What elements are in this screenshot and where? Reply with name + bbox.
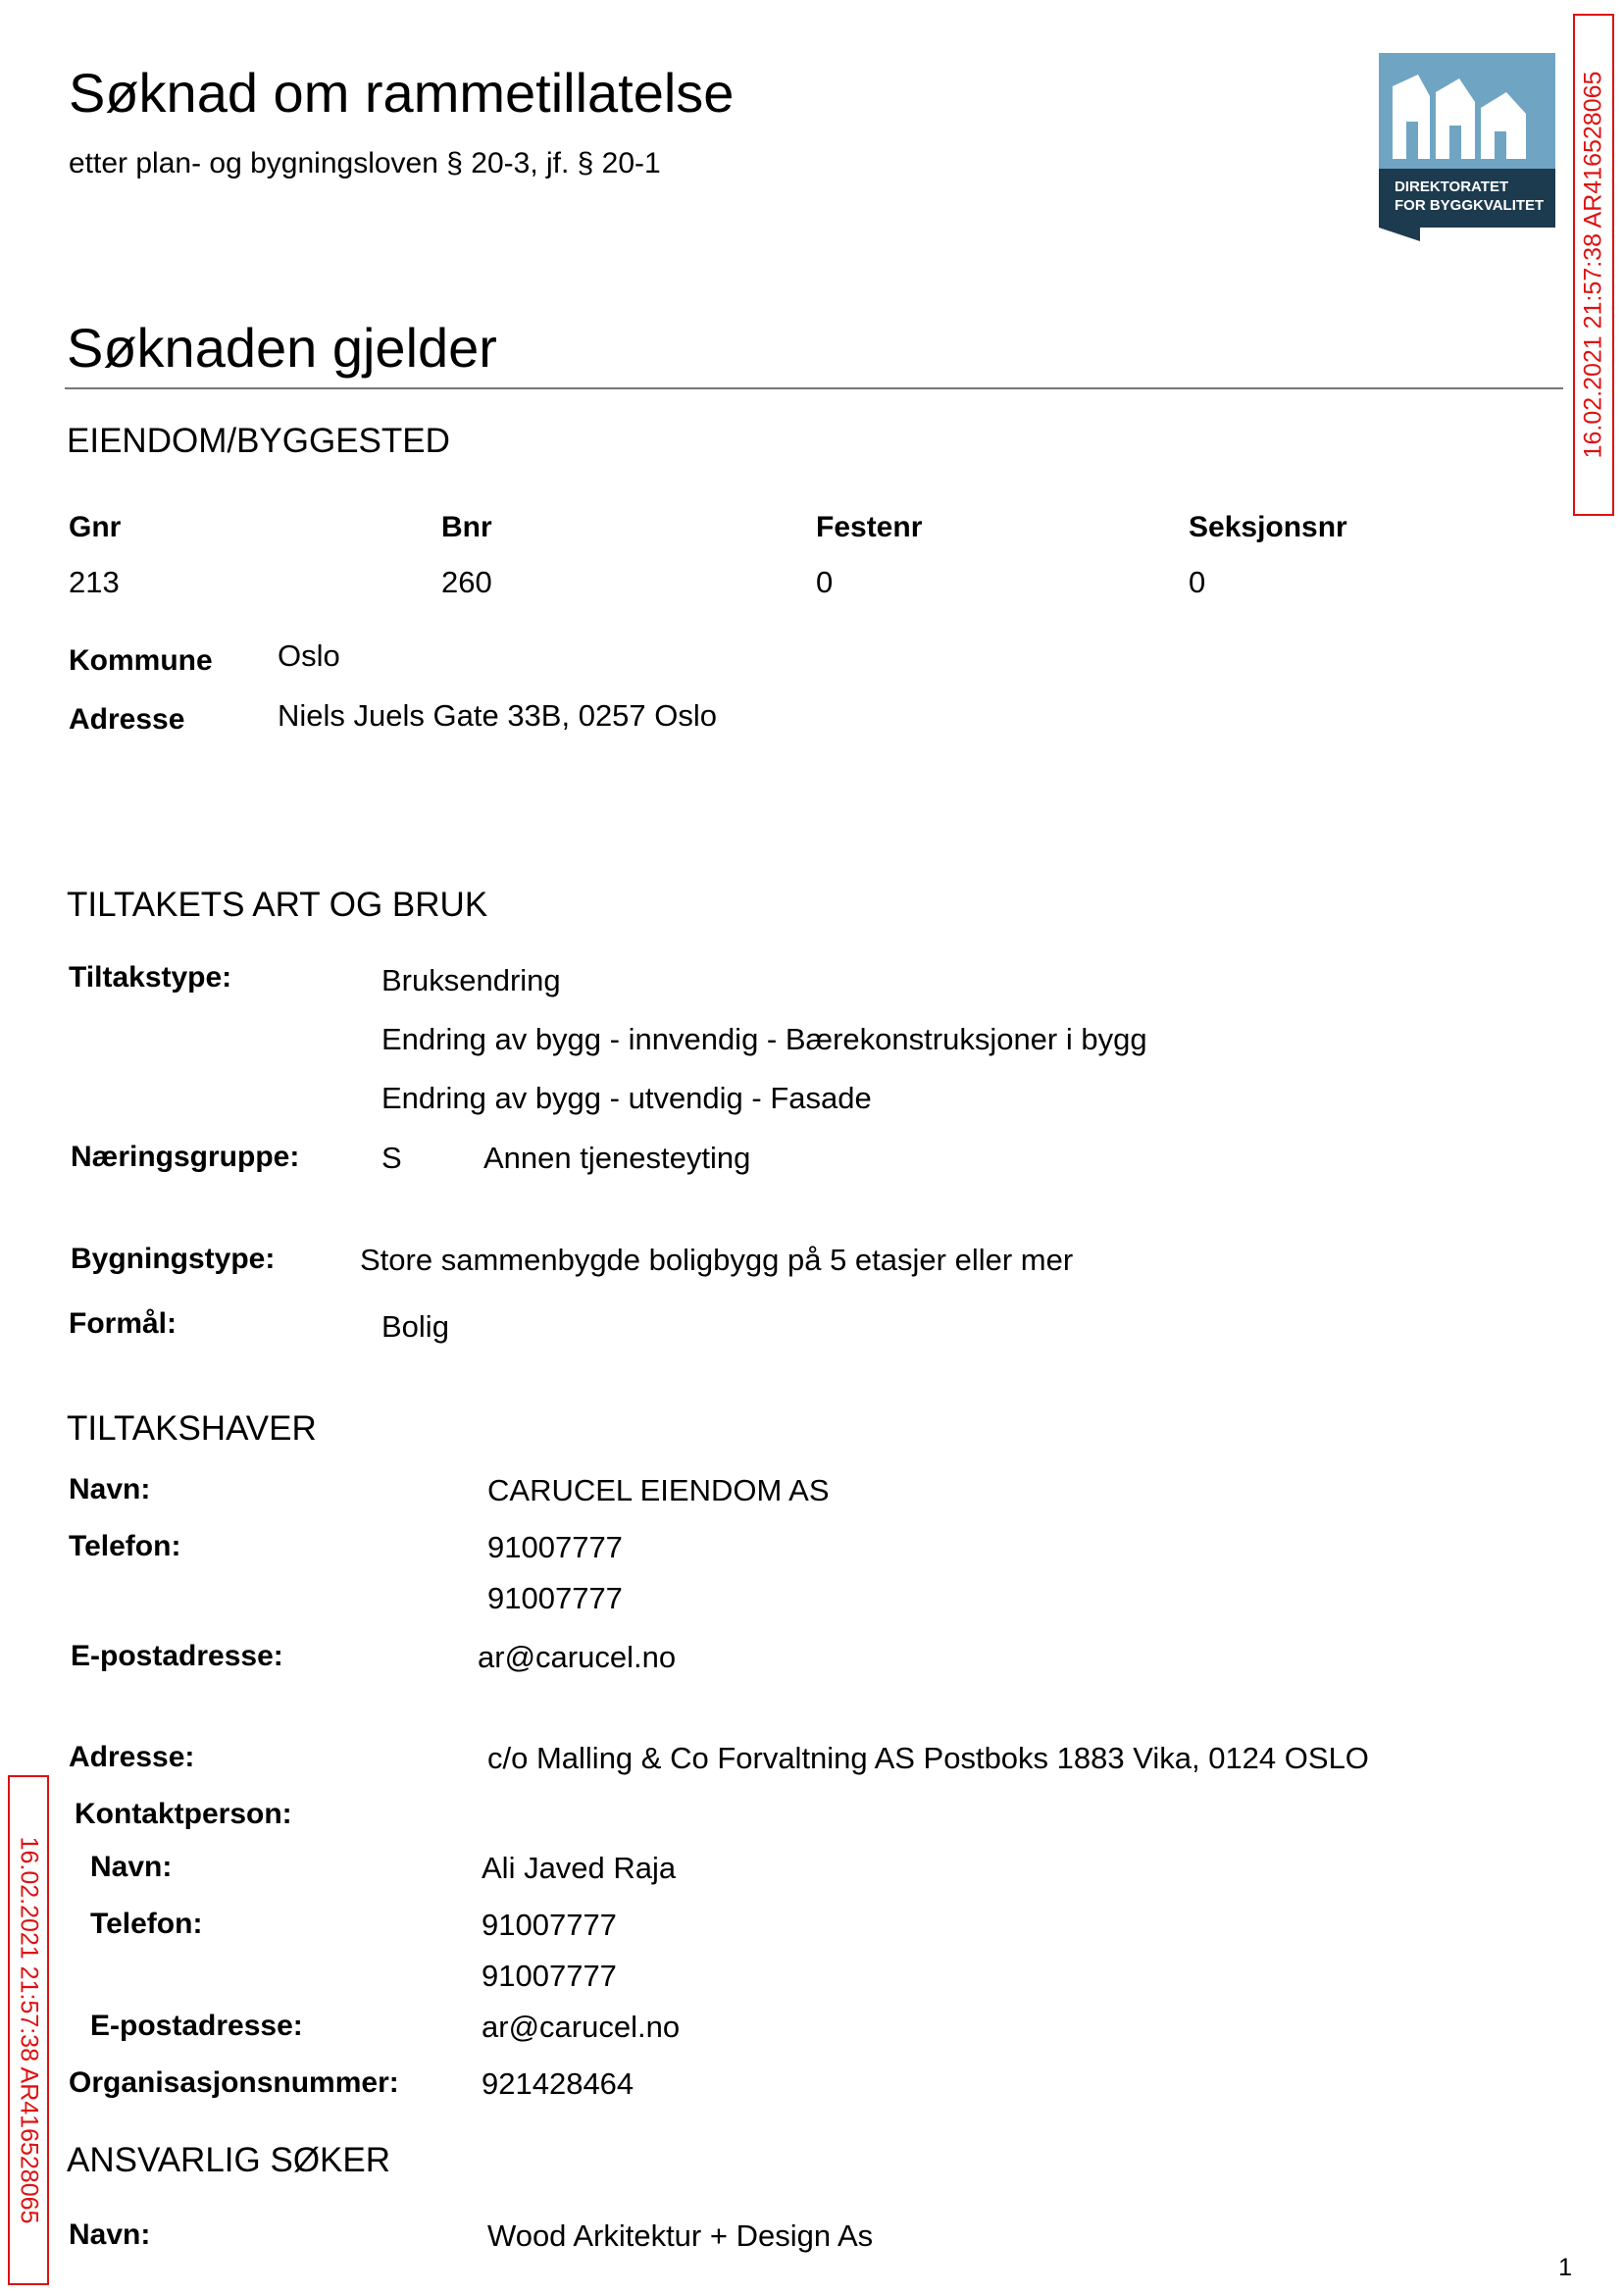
naeringsgruppe-text: Annen tjenesteyting (483, 1141, 751, 1175)
tiltakshaver-epost-label: E-postadresse: (71, 1640, 283, 1672)
seksjonsnr-value: 0 (1189, 565, 1206, 599)
page-number: 1 (1558, 2254, 1572, 2281)
kontakt-epost-label: E-postadresse: (90, 2010, 303, 2042)
gnr-label: Gnr (69, 511, 122, 543)
heading-divider (65, 387, 1563, 389)
section-title-tiltakshaver: TILTAKSHAVER (67, 1409, 317, 1448)
festenr-label: Festenr (816, 511, 923, 543)
naeringsgruppe-code: S (381, 1141, 402, 1175)
adresse-value: Niels Juels Gate 33B, 0257 Oslo (278, 698, 718, 733)
dibk-logo (1379, 53, 1555, 241)
gnr-value: 213 (69, 565, 120, 599)
kommune-label: Kommune (69, 644, 213, 677)
kontakt-telefon-value: 91007777 (482, 1959, 617, 1993)
naeringsgruppe-label: Næringsgruppe: (71, 1141, 300, 1173)
document-subtitle: etter plan- og bygningsloven § 20-3, jf. § 20-1 (69, 147, 661, 179)
tiltakstype-item: Bruksendring (381, 963, 561, 997)
kontaktperson-label: Kontaktperson: (75, 1798, 292, 1830)
logo-text-line2: FOR BYGGKVALITET (1395, 197, 1545, 214)
adresse-label: Adresse (69, 703, 185, 736)
kontakt-telefon-label: Telefon: (90, 1908, 203, 1940)
orgnr-value: 921428464 (482, 2066, 634, 2101)
tiltakshaver-navn-value: CARUCEL EIENDOM AS (487, 1473, 830, 1507)
timestamp-stamp-bottom (8, 1775, 49, 2285)
timestamp-stamp-top (1573, 14, 1614, 516)
tiltakstype-label: Tiltakstype: (69, 961, 232, 994)
kontakt-epost-value: ar@carucel.no (482, 2010, 681, 2044)
tiltakstype-item: Endring av bygg - utvendig - Fasade (381, 1081, 872, 1115)
tiltakstype-item: Endring av bygg - innvendig - Bærekonstruksjoner i bygg (381, 1022, 1147, 1056)
tiltakshaver-adresse-label: Adresse: (69, 1741, 195, 1773)
document-title: Søknad om rammetillatelse (69, 62, 735, 124)
ansvarlig-navn-label: Navn: (69, 2218, 151, 2251)
kontakt-telefon-value: 91007777 (482, 1908, 617, 1942)
tiltakshaver-telefon-label: Telefon: (69, 1530, 181, 1562)
section-title-property: EIENDOM/BYGGESTED (67, 422, 450, 460)
bnr-value: 260 (441, 565, 492, 599)
kontakt-navn-value: Ali Javed Raja (482, 1851, 677, 1885)
bygningstype-label: Bygningstype: (71, 1243, 276, 1275)
formal-value: Bolig (381, 1309, 449, 1344)
tiltakshaver-telefon-value: 91007777 (487, 1530, 623, 1564)
seksjonsnr-label: Seksjonsnr (1189, 511, 1347, 543)
festenr-value: 0 (816, 565, 834, 599)
stamp-text: 16.02.2021 21:57:38 AR416528065 (1579, 71, 1607, 459)
tiltakshaver-adresse-value: c/o Malling & Co Forvaltning AS Postboks 1883 Vika, 0124 OSLO (487, 1741, 1369, 1775)
section-title-tiltak: TILTAKETS ART OG BRUK (67, 886, 488, 924)
bnr-label: Bnr (441, 511, 492, 543)
tiltakshaver-navn-label: Navn: (69, 1473, 151, 1505)
stamp-text: 16.02.2021 21:57:38 AR416528065 (15, 1836, 43, 2224)
ansvarlig-navn-value: Wood Arkitektur + Design As (487, 2218, 874, 2253)
orgnr-label: Organisasjonsnummer: (69, 2066, 399, 2099)
bygningstype-value: Store sammenbygde boligbygg på 5 etasjer eller mer (360, 1243, 1074, 1277)
section-heading: Søknaden gjelder (67, 317, 497, 379)
section-title-ansvarlig: ANSVARLIG SØKER (67, 2141, 391, 2179)
logo-text-line1: DIREKTORATET (1395, 178, 1509, 195)
tiltakshaver-telefon-value: 91007777 (487, 1581, 623, 1615)
kommune-value: Oslo (278, 638, 340, 673)
tiltakshaver-epost-value: ar@carucel.no (478, 1640, 677, 1674)
formal-label: Formål: (69, 1307, 178, 1340)
kontakt-navn-label: Navn: (90, 1851, 173, 1883)
